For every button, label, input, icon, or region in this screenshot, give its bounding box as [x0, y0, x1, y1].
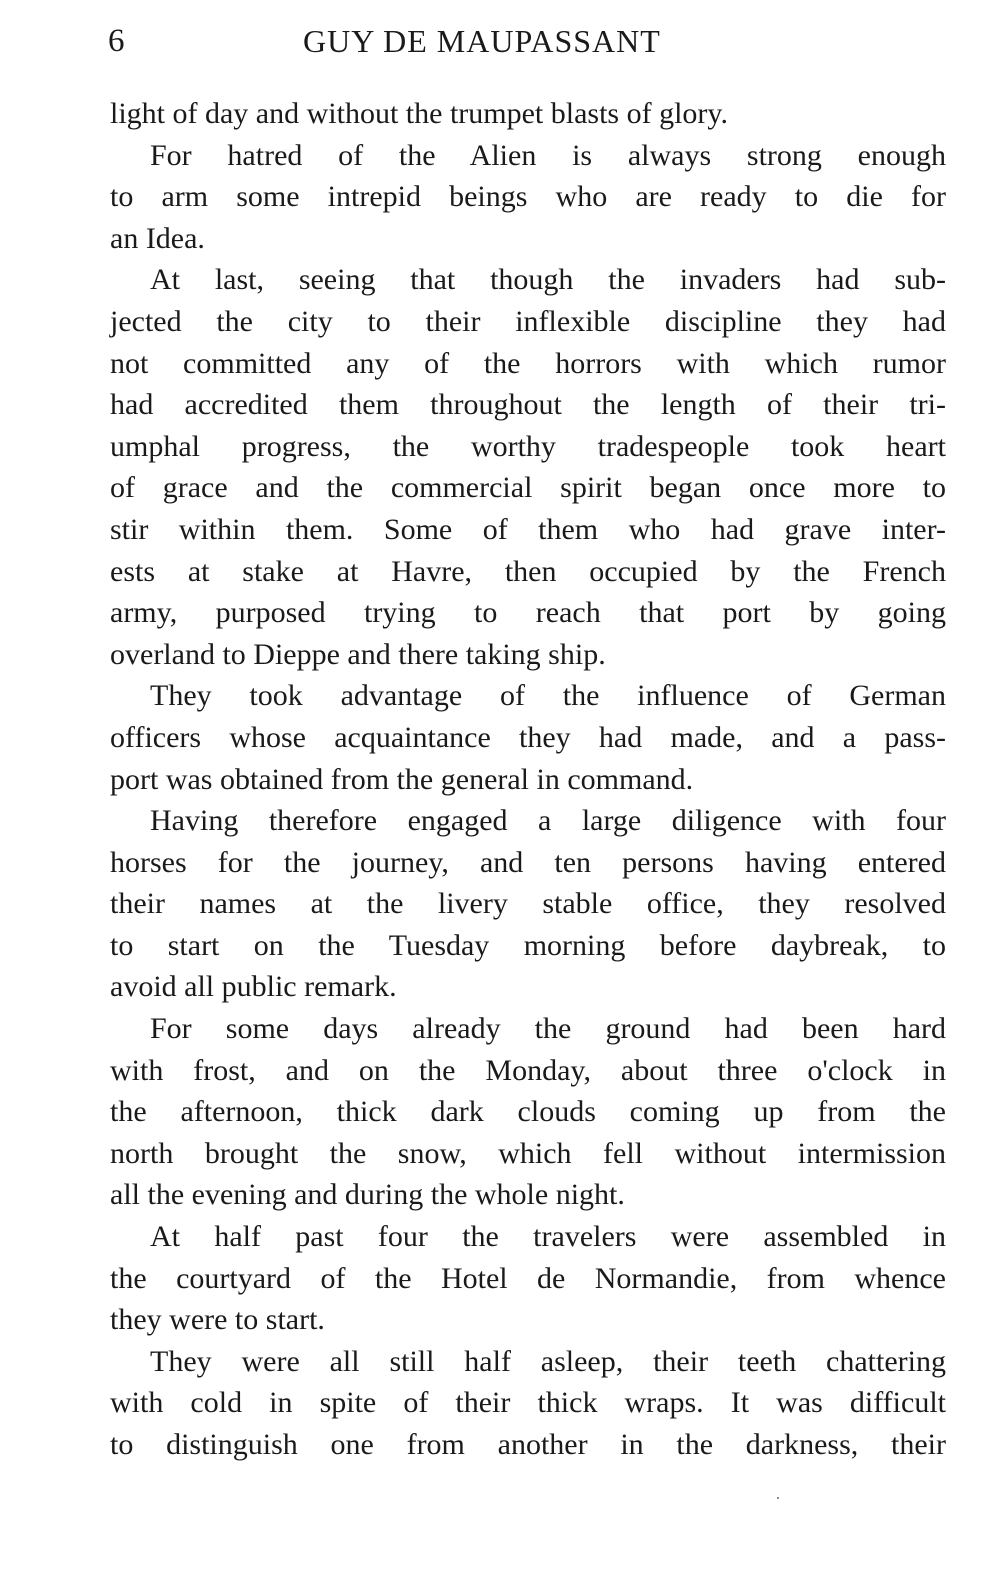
text-line: port was obtained from the general in command. — [110, 762, 694, 796]
text-line: an Idea. — [110, 221, 205, 255]
text-line: their names at the livery stable office, they resolved — [110, 887, 946, 921]
text-line: officers whose acquaintance they had made, and a pass- — [110, 720, 946, 754]
text-line: At last, seeing that though the invaders had sub- — [150, 263, 946, 297]
text-line: For hatred of the Alien is always strong enough — [150, 138, 946, 172]
text-line: avoid all public remark. — [110, 970, 397, 1004]
page-number: 6 — [108, 23, 125, 59]
text-line: overland to Dieppe and there taking ship. — [110, 637, 606, 671]
text-line: For some days already the ground had been hard — [150, 1012, 946, 1046]
text-line: not committed any of the horrors with which rumor — [110, 346, 946, 380]
text-line: Having therefore engaged a large diligence with four — [150, 804, 946, 838]
paper-speck — [777, 1497, 779, 1499]
text-line: with cold in spite of their thick wraps. It was difficult — [110, 1386, 946, 1420]
text-line: army, purposed trying to reach that port by going — [110, 596, 946, 630]
text-line: had accredited them throughout the length of their tri- — [110, 388, 946, 422]
page-header — [108, 18, 948, 68]
running-head: GUY DE MAUPASSANT — [303, 23, 661, 59]
text-line: to distinguish one from another in the darkness, their — [110, 1428, 946, 1461]
text-line: with frost, and on the Monday, about three o'clock in — [110, 1053, 946, 1087]
text-line: of grace and the commercial spirit began once more to — [110, 471, 946, 505]
body-text — [110, 93, 946, 1466]
text-line: all the evening and during the whole night. — [110, 1178, 625, 1212]
text-line: stir within them. Some of them who had grave inter- — [110, 512, 946, 546]
text-line: to start on the Tuesday morning before daybreak, to — [110, 928, 946, 962]
text-line: ests at stake at Havre, then occupied by the French — [110, 554, 946, 588]
text-line: jected the city to their inflexible discipline they had — [110, 304, 946, 338]
text-line: they were to start. — [110, 1303, 325, 1337]
text-line: umphal progress, the worthy tradespeople took heart — [110, 429, 946, 463]
text-line: to arm some intrepid beings who are ready to die for — [110, 180, 946, 214]
text-line: light of day and without the trumpet blasts of glory. — [110, 97, 728, 130]
text-line: At half past four the travelers were assembled in — [150, 1220, 946, 1254]
text-line: They took advantage of the influence of German — [150, 679, 946, 713]
text-line: the courtyard of the Hotel de Normandie, from whence — [110, 1261, 946, 1295]
text-line: horses for the journey, and ten persons having entered — [110, 845, 946, 879]
text-line: the afternoon, thick dark clouds coming up from the — [110, 1095, 946, 1129]
text-line: north brought the snow, which fell without intermission — [110, 1136, 946, 1170]
text-line: They were all still half asleep, their teeth chattering — [150, 1344, 946, 1378]
